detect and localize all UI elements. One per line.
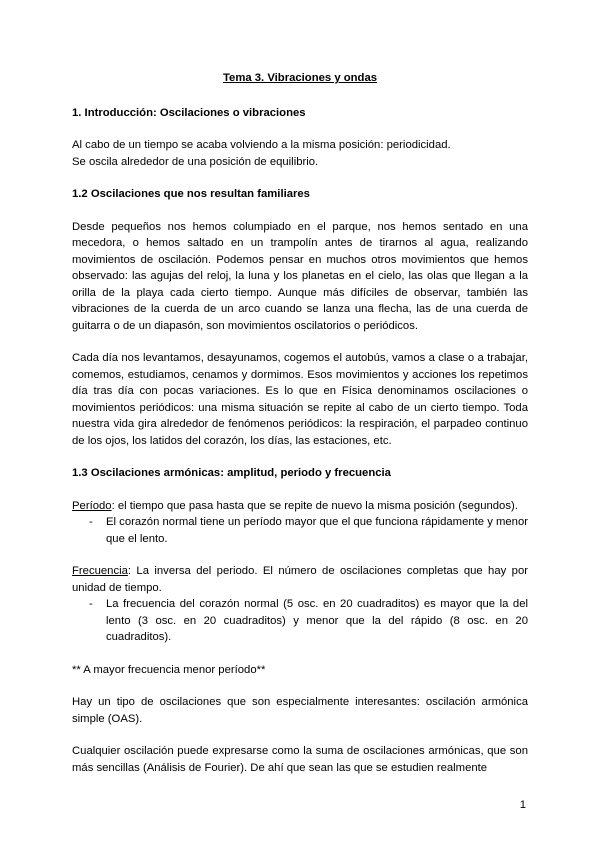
frequency-note: ** A mayor frecuencia menor período**	[72, 663, 266, 676]
familiar-paragraph-2: Cada día nos levantamos, desayunamos, cogemos el autobús, vamos a clase o a trabajar, comemos, estudiamos, cenamos y dormimos. Esos movimientos y acciones los repetimos día tras día con pocas variaciones. Es lo que en Física denominamos oscilaciones o movimientos periódicos: una misma situación se repite al cabo de un cierto tiempo. Toda nuestra vida gira alrededor de fenómenos periódicos: la respiración, el parpadeo continuo de los ojos, los latidos del corazón, los días, las estaciones, etc.	[72, 352, 528, 447]
frecuencia-text: : La inversa del periodo. El número de oscilaciones completas que hay por unidad de tiempo.	[72, 565, 528, 594]
document-page	[72, 70, 528, 776]
periodo-bullet	[89, 514, 528, 547]
section-1-2-heading: 1.2 Oscilaciones que nos resultan familiares	[72, 188, 310, 200]
intro-line-2: Se oscila alrededor de una posición de equilibrio.	[72, 155, 319, 168]
frecuencia-bullet	[89, 596, 528, 646]
frecuencia-bullet-text: La frecuencia del corazón normal (5 osc. en 20 cuadraditos) es mayor que la del lento (3 osc. en 20 cuadraditos) y menor que la del rápido (8 osc. en 20 cuadraditos).	[106, 598, 528, 643]
periodo-definition	[72, 498, 528, 515]
intro-line-1: Al cabo de un tiempo se acaba volviendo a la misma posición: periodicidad.	[72, 139, 451, 151]
oas-paragraph: Hay un tipo de oscilaciones que son especialmente interesantes: oscilación armónica simple (OAS).	[72, 696, 528, 725]
frecuencia-term: Frecuencia	[72, 565, 128, 577]
bullet-dash: -	[89, 598, 93, 610]
periodo-term: Período	[72, 499, 112, 512]
periodo-text: : el tiempo que pasa hasta que se repite de nuevo la misma posición (segundos).	[111, 499, 518, 512]
fourier-paragraph: Cualquier oscilación puede expresarse como la suma de oscilaciones armónicas, que son más sencillas (Análisis de Fourier). De ahí que sean las que se estudien realmente	[72, 745, 528, 774]
familiar-paragraph-1: Desde pequeños nos hemos columpiado en el parque, nos hemos sentado en una mecedora, o hemos saltado en un trampolín antes de tirarnos al agua, realizando movimientos de oscilación. Podemos pensar en muchos otros movimientos que hemos observado: las agujas del reloj, la luna y los planetas en el cielo, las olas que llegan a la orilla de la playa cada cierto tiempo. Aunque más difíciles de observar, también las vibraciones de la cuerda de un arco cuando se lanza una flecha, las de una cuerda de guitarra o de un diapasón, son movimientos oscilatorios o periódicos.	[72, 220, 528, 332]
document-title: Tema 3. Vibraciones y ondas	[222, 72, 378, 84]
section-1-3-heading: 1.3 Oscilaciones armónicas: amplitud, periodo y frecuencia	[72, 467, 391, 479]
frecuencia-definition	[72, 563, 528, 596]
page-number: 1	[519, 799, 526, 811]
periodo-bullet-text: El corazón normal tiene un período mayor que el que funciona rápidamente y menor que el lento.	[106, 516, 529, 545]
section-1-heading: 1. Introducción: Oscilaciones o vibraciones	[72, 106, 306, 119]
bullet-dash: -	[89, 516, 93, 528]
